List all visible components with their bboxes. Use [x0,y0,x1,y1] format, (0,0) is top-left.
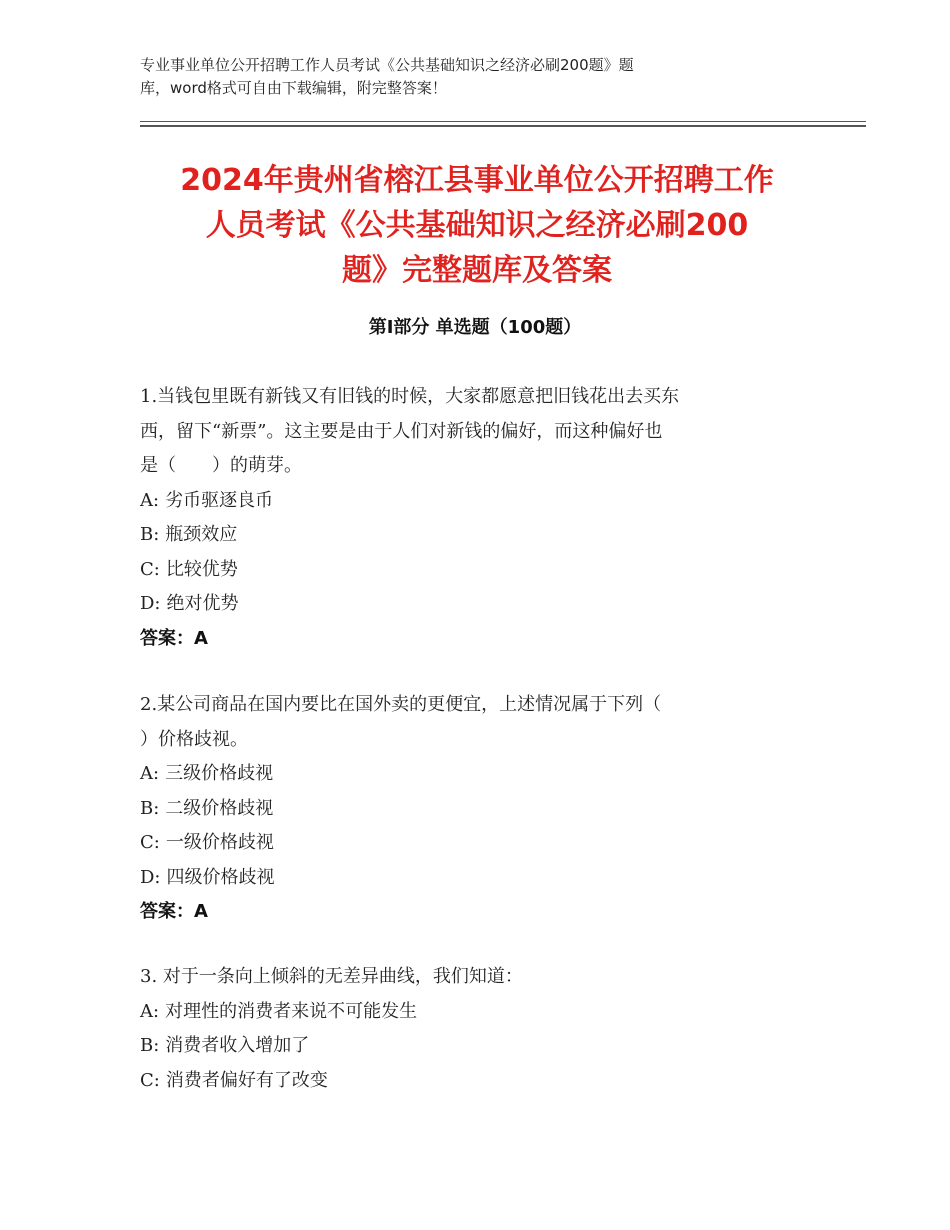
option-text: 消费者收入增加了 [165,1035,310,1056]
option-text: 比较优势 [165,558,238,580]
question-stem-line: 西，留下“新票”。这主要是由于人们对新钱的偏好，而这种偏好也 [140,420,663,442]
option-c [140,826,840,861]
option-key: C: [140,832,160,853]
option-key: A: [140,763,160,784]
header-line-2: 库，word格式可自由下载编辑，附完整答案！ [140,79,447,97]
question-3 [140,960,840,1098]
option-text: 一级价格歧视 [165,832,274,853]
document-title [120,158,834,293]
title-line-3: 题》完整题库及答案 [342,253,612,288]
question-stem-line: 1.当钱包里既有新钱又有旧钱的时候，大家都愿意把旧钱花出去买东 [140,386,680,407]
option-d [140,861,840,896]
question-stem-line: ）价格歧视。 [140,728,248,750]
option-text: 消费者偏好有了改变 [165,1069,328,1091]
header-line-1: 专业事业单位公开招聘工作人员考试《公共基础知识之经济必刷200题》题 [140,56,634,74]
answer-line: 答案：A [140,627,208,649]
title-line-1: 2024年贵州省榕江县事业单位公开招聘工作 [180,163,774,198]
answer-line: 答案：A [140,901,208,922]
option-key: A: [140,489,160,511]
option-text: 劣币驱逐良币 [165,489,274,511]
option-text: 三级价格歧视 [165,763,274,784]
option-key: B: [140,797,160,819]
option-c [140,1064,840,1099]
question-1 [140,380,840,656]
option-key: C: [140,558,160,580]
option-text: 对理性的消费者来说不可能发生 [165,1000,418,1022]
option-b [140,1029,840,1064]
option-key: D: [140,593,161,614]
option-c [140,553,840,588]
question-stem-line: 2.某公司商品在国内要比在国外卖的更便宜，上述情况属于下列（ [140,694,662,715]
option-a [140,484,840,519]
title-line-2: 人员考试《公共基础知识之经济必刷200 [205,208,749,243]
option-key: A: [140,1000,160,1022]
option-a [140,757,840,792]
option-key: C: [140,1069,160,1091]
question-stem-line: 3. 对于一条向上倾斜的无差异曲线，我们知道： [140,966,523,987]
option-d [140,587,840,622]
question-2 [140,688,840,930]
option-key: D: [140,866,161,888]
section-heading: 第Ⅰ部分 单选题（100题） [368,317,582,338]
header-divider-thin [140,121,866,122]
option-text: 瓶颈效应 [165,524,238,545]
option-key: B: [140,1035,160,1056]
option-a [140,995,840,1030]
option-text: 四级价格歧视 [166,866,275,888]
option-key: B: [140,524,160,545]
option-text: 二级价格歧视 [165,797,274,819]
option-b [140,518,840,553]
header-divider-thick [140,125,866,127]
option-text: 绝对优势 [166,593,239,614]
option-b [140,792,840,827]
document-header [140,54,780,100]
question-stem-line: 是（ ）的萌芽。 [140,455,302,476]
